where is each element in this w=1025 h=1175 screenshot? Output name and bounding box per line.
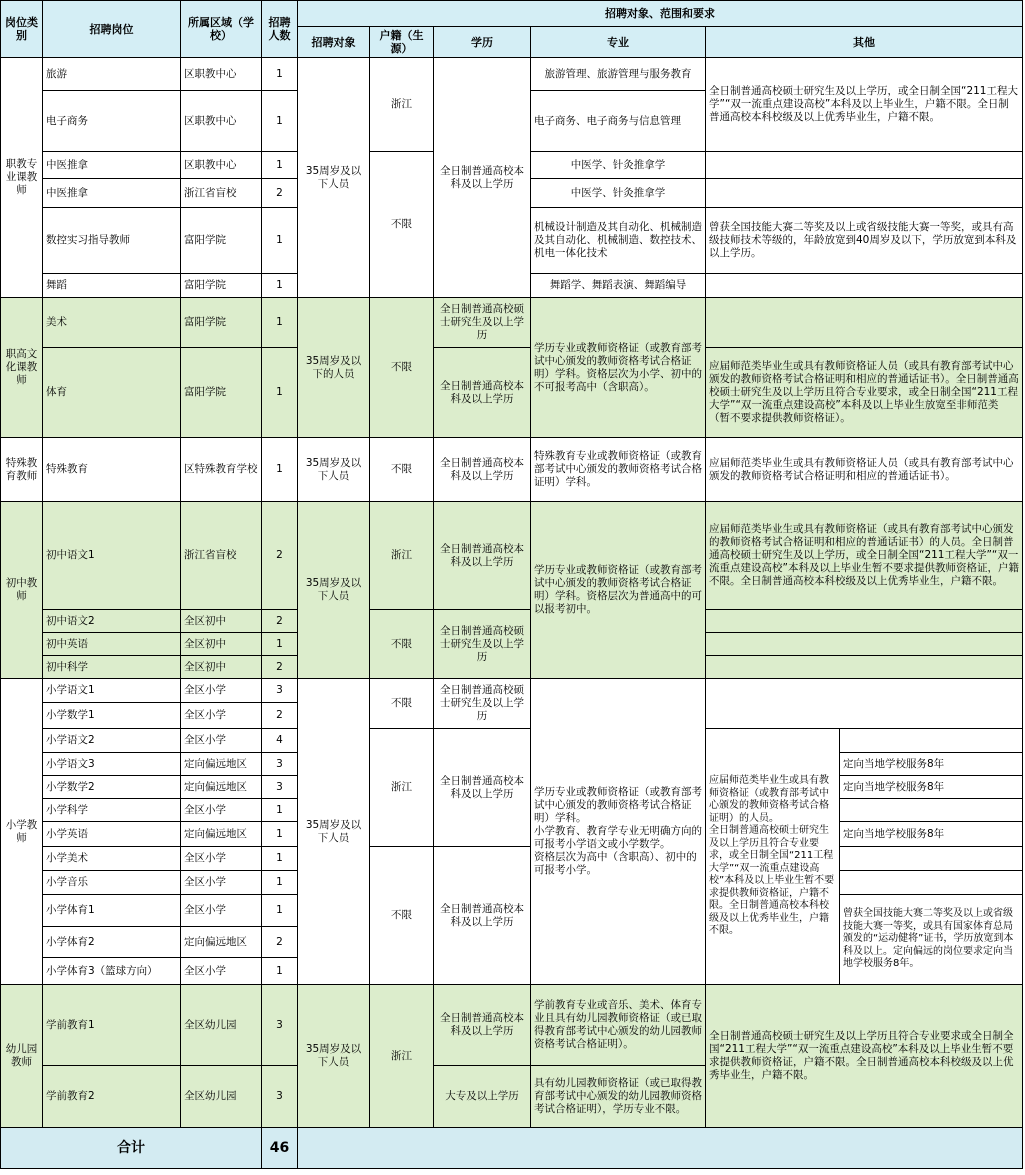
- other-cell: 全日制普通高校硕士研究生及以上学历，或全日制全国“211工程大学”“双一流重点建设高校”本科及以上毕业生，户籍不限。全日制普通高校本科校级及以上优秀毕业生，户籍不限。: [706, 58, 1023, 152]
- post-cell: 小学音乐: [43, 871, 181, 895]
- target-cell: 35周岁及以下人员: [298, 58, 370, 298]
- post-cell: 小学科学: [43, 799, 181, 822]
- area-cell: 定向偏远地区: [181, 927, 262, 958]
- area-cell: 全区小学: [181, 703, 262, 729]
- education-cell: 全日制普通高校本科及以上学历: [434, 438, 531, 502]
- area-cell: 全区幼儿园: [181, 985, 262, 1066]
- area-cell: 定向偏远地区: [181, 776, 262, 799]
- number-cell: 1: [262, 208, 298, 274]
- area-cell: 全区小学: [181, 871, 262, 895]
- empty-cell: [840, 729, 1023, 753]
- number-cell: 1: [262, 895, 298, 927]
- major-cell: 学历专业或教师资格证（或教育部考试中心颁发的教师资格考试合格证明）学科。 小学教育、教育学专业无明确方向的可报考小学语文或小学数学。 资格层次为高中（含职高）、初中的可报考小学。: [531, 679, 706, 985]
- number-cell: 2: [262, 610, 298, 633]
- header-target: 招聘对象: [298, 27, 370, 58]
- major-cell: 具有幼儿园教师资格证（或已取得教育部考试中心颁发的幼儿园教师资格考试合格证明），学历专业不限。: [531, 1066, 706, 1128]
- empty-cell: [706, 298, 1023, 348]
- empty-cell: [840, 799, 1023, 822]
- education-cell: 全日制普通高校本科及以上学历: [434, 58, 531, 298]
- education-cell: 全日制普通高校硕士研究生及以上学历: [434, 679, 531, 729]
- number-cell: 1: [262, 152, 298, 179]
- number-cell: 3: [262, 753, 298, 776]
- post-cell: 初中语文2: [43, 610, 181, 633]
- area-cell: 区职教中心: [181, 58, 262, 91]
- area-cell: 区职教中心: [181, 152, 262, 179]
- post-cell: 初中英语: [43, 633, 181, 656]
- number-cell: 4: [262, 729, 298, 753]
- header-major: 专业: [531, 27, 706, 58]
- major-cell: 特殊教育专业或教师资格证（或教育部考试中心颁发的教师资格考试合格证明）学科。: [531, 438, 706, 502]
- education-cell: 全日制普通高校硕士研究生及以上学历: [434, 610, 531, 679]
- post-cell: 初中科学: [43, 656, 181, 679]
- target-cell: 35周岁及以下人员: [298, 502, 370, 679]
- education-cell: 全日制普通高校本科及以上学历: [434, 985, 531, 1066]
- area-cell: 富阳学院: [181, 208, 262, 274]
- number-cell: 3: [262, 1066, 298, 1128]
- major-cell: 中医学、针灸推拿学: [531, 152, 706, 179]
- post-cell: 体育: [43, 348, 181, 438]
- area-cell: 定向偏远地区: [181, 822, 262, 847]
- post-cell: 小学语文2: [43, 729, 181, 753]
- empty-cell: [706, 633, 1023, 656]
- other-cell: 全日制普通高校硕士研究生及以上学历且符合专业要求或全日制全国“211工程大学”“双一流重点建设高校”本科及以上毕业生暂不要求提供教师资格证，户籍不限。全日制普通高校本科校级及以上优秀毕业生，户籍不限。: [706, 985, 1023, 1128]
- number-cell: 1: [262, 298, 298, 348]
- category-vocational: 职教专业课教师: [1, 58, 43, 298]
- area-cell: 区特殊教育学校: [181, 438, 262, 502]
- serve-cell: 定向当地学校服务8年: [840, 776, 1023, 799]
- major-cell: 电子商务、电子商务与信息管理: [531, 91, 706, 152]
- target-cell: 35周岁及以下人员: [298, 438, 370, 502]
- header-area: 所属区域（学校）: [181, 1, 262, 58]
- post-cell: 舞蹈: [43, 274, 181, 298]
- hukou-cell: 不限: [370, 847, 434, 985]
- empty-cell: [706, 656, 1023, 679]
- area-cell: 全区小学: [181, 958, 262, 985]
- number-cell: 1: [262, 958, 298, 985]
- hukou-cell: 不限: [370, 438, 434, 502]
- hukou-cell: 浙江: [370, 502, 434, 610]
- empty-cell: [706, 179, 1023, 208]
- education-cell: 全日制普通高校硕士研究生及以上学历: [434, 298, 531, 348]
- number-cell: 1: [262, 633, 298, 656]
- number-cell: 1: [262, 871, 298, 895]
- area-cell: 全区小学: [181, 895, 262, 927]
- post-cell: 小学语文1: [43, 679, 181, 703]
- header-number: 招聘人数: [262, 1, 298, 58]
- number-cell: 3: [262, 985, 298, 1066]
- number-cell: 1: [262, 91, 298, 152]
- empty-cell: [706, 152, 1023, 179]
- hukou-cell: 浙江: [370, 729, 434, 847]
- number-cell: 2: [262, 656, 298, 679]
- target-cell: 35周岁及以下的人员: [298, 298, 370, 438]
- education-cell: 大专及以上学历: [434, 1066, 531, 1128]
- post-cell: 学前教育1: [43, 985, 181, 1066]
- area-cell: 全区小学: [181, 847, 262, 871]
- major-cell: 旅游管理、旅游管理与服务教育: [531, 58, 706, 91]
- area-cell: 全区初中: [181, 656, 262, 679]
- number-cell: 2: [262, 179, 298, 208]
- education-cell: 全日制普通高校本科及以上学历: [434, 729, 531, 847]
- post-cell: 小学体育3（篮球方向）: [43, 958, 181, 985]
- empty-cell: [706, 274, 1023, 298]
- total-label: 合计: [1, 1128, 262, 1169]
- hukou-cell: 不限: [370, 610, 434, 679]
- number-cell: 1: [262, 822, 298, 847]
- post-cell: 初中语文1: [43, 502, 181, 610]
- category-culture: 职高文化课教师: [1, 298, 43, 438]
- post-cell: 学前教育2: [43, 1066, 181, 1128]
- empty-cell: [706, 610, 1023, 633]
- area-cell: 全区幼儿园: [181, 1066, 262, 1128]
- number-cell: 1: [262, 847, 298, 871]
- hukou-cell: 不限: [370, 152, 434, 298]
- area-cell: 全区小学: [181, 799, 262, 822]
- other-cell: 应届师范类毕业生或具有教师资格证（或具有教育部考试中心颁发的教师资格考试合格证明和相应的普通话证书）的人员。全日制普通高校硕士研究生及以上学历，或全日制全国“211工程大学”“双一流重点建设高校”本科及以上毕业生暂不要求提供教师资格证，户籍不限。全日制普通高校本科校级及以上优秀毕业生，户籍不限。: [706, 502, 1023, 610]
- number-cell: 2: [262, 502, 298, 610]
- number-cell: 2: [262, 927, 298, 958]
- post-cell: 小学美术: [43, 847, 181, 871]
- major-cell: 中医学、针灸推拿学: [531, 179, 706, 208]
- serve-cell: 定向当地学校服务8年: [840, 822, 1023, 847]
- other-cell: 应届师范类毕业生或具有教师资格证人员（或具有教育部考试中心颁发的教师资格考试合格证明和相应的普通话证书）。: [706, 438, 1023, 502]
- area-cell: 全区初中: [181, 610, 262, 633]
- other-cell: 曾获全国技能大赛二等奖及以上或省级技能大赛一等奖，或具有国家体育总局颁发的“运动健将”证书，学历放宽到本科及以上。定向偏远的岗位要求定向当地学校服务8年。: [840, 895, 1023, 985]
- area-cell: 全区小学: [181, 729, 262, 753]
- empty-cell: [840, 871, 1023, 895]
- post-cell: 旅游: [43, 58, 181, 91]
- post-cell: 小学语文3: [43, 753, 181, 776]
- header-other: 其他: [706, 27, 1023, 58]
- other-cell: 应届师范类毕业生或具有教师资格证人员（或具有教育部考试中心颁发的教师资格考试合格证明和相应的普通话证书）。全日制普通高校硕士研究生及以上学历且符合专业要求，或全日制全国“211工程大学”“双一流重点建设高校”本科及以上毕业生放宽至非师范类（暂不要求提供教师资格证）。: [706, 348, 1023, 438]
- area-cell: 区职教中心: [181, 91, 262, 152]
- empty-cell: [298, 1128, 1023, 1169]
- number-cell: 3: [262, 679, 298, 703]
- hukou-cell: 浙江: [370, 985, 434, 1128]
- post-cell: 小学数学2: [43, 776, 181, 799]
- hukou-cell: 不限: [370, 679, 434, 729]
- empty-cell: [840, 847, 1023, 871]
- education-cell: 全日制普通高校本科及以上学历: [434, 502, 531, 610]
- major-cell: 机械设计制造及其自动化、机械制造及其自动化、机械制造、数控技术、机电一体化技术: [531, 208, 706, 274]
- other-cell: 曾获全国技能大赛二等奖及以上或省级技能大赛一等奖，或具有高级技师技术等级的，年龄放宽到40周岁及以下，学历放宽到本科及以上学历。: [706, 208, 1023, 274]
- area-cell: 富阳学院: [181, 298, 262, 348]
- header-post: 招聘岗位: [43, 1, 181, 58]
- major-cell: 学历专业或教师资格证（或教育部考试中心颁发的教师资格考试合格证明）学科。资格层次为普通高中的可以报考初中。: [531, 502, 706, 679]
- number-cell: 2: [262, 703, 298, 729]
- header-category: 岗位类别: [1, 1, 43, 58]
- education-cell: 全日制普通高校本科及以上学历: [434, 847, 531, 985]
- major-cell: 学前教育专业或音乐、美术、体育专业且具有幼儿园教师资格证（或已取得教育部考试中心颁发的幼儿园教师资格考试合格证明）。: [531, 985, 706, 1066]
- post-cell: 美术: [43, 298, 181, 348]
- hukou-cell: 不限: [370, 298, 434, 438]
- area-cell: 全区初中: [181, 633, 262, 656]
- post-cell: 中医推拿: [43, 152, 181, 179]
- post-cell: 特殊教育: [43, 438, 181, 502]
- category-kindergarten: 幼儿园教师: [1, 985, 43, 1128]
- post-cell: 小学体育2: [43, 927, 181, 958]
- number-cell: 3: [262, 776, 298, 799]
- header-education: 学历: [434, 27, 531, 58]
- number-cell: 1: [262, 348, 298, 438]
- empty-cell: [706, 679, 1023, 729]
- number-cell: 1: [262, 274, 298, 298]
- target-cell: 35周岁及以下人员: [298, 679, 370, 985]
- area-cell: 富阳学院: [181, 274, 262, 298]
- number-cell: 1: [262, 58, 298, 91]
- category-primary: 小学教师: [1, 679, 43, 985]
- number-cell: 1: [262, 799, 298, 822]
- post-cell: 小学英语: [43, 822, 181, 847]
- target-cell: 35周岁及以下人员: [298, 985, 370, 1128]
- post-cell: 小学体育1: [43, 895, 181, 927]
- post-cell: 电子商务: [43, 91, 181, 152]
- other-cell: 应届师范类毕业生或具有教师资格证（或教育部考试中心颁发的教师资格考试合格证明）的人员。 全日制普通高校硕士研究生及以上学历且符合专业要求，或全日制全国“211工程大学”“双一流重点建设高校”本科及以上毕业生暂不要求提供教师资格证，户籍不限。全日制普通高校本科校级及以上优秀毕业生，户籍不限。: [706, 729, 840, 985]
- post-cell: 数控实习指导教师: [43, 208, 181, 274]
- area-cell: 富阳学院: [181, 348, 262, 438]
- total-number: 46: [262, 1128, 298, 1169]
- category-junior: 初中教师: [1, 502, 43, 679]
- header-requirements-group: 招聘对象、范围和要求: [298, 1, 1023, 27]
- hukou-cell: 浙江: [370, 58, 434, 152]
- category-special: 特殊教育教师: [1, 438, 43, 502]
- area-cell: 全区小学: [181, 679, 262, 703]
- header-hukou: 户籍（生源）: [370, 27, 434, 58]
- serve-cell: 定向当地学校服务8年: [840, 753, 1023, 776]
- area-cell: 浙江省盲校: [181, 502, 262, 610]
- education-cell: 全日制普通高校本科及以上学历: [434, 348, 531, 438]
- post-cell: 小学数学1: [43, 703, 181, 729]
- major-cell: 学历专业或教师资格证（或教育部考试中心颁发的教师资格考试合格证明）学科。资格层次为小学、初中的不可报考高中（含职高）。: [531, 298, 706, 438]
- number-cell: 1: [262, 438, 298, 502]
- major-cell: 舞蹈学、舞蹈表演、舞蹈编导: [531, 274, 706, 298]
- post-cell: 中医推拿: [43, 179, 181, 208]
- area-cell: 定向偏远地区: [181, 753, 262, 776]
- area-cell: 浙江省盲校: [181, 179, 262, 208]
